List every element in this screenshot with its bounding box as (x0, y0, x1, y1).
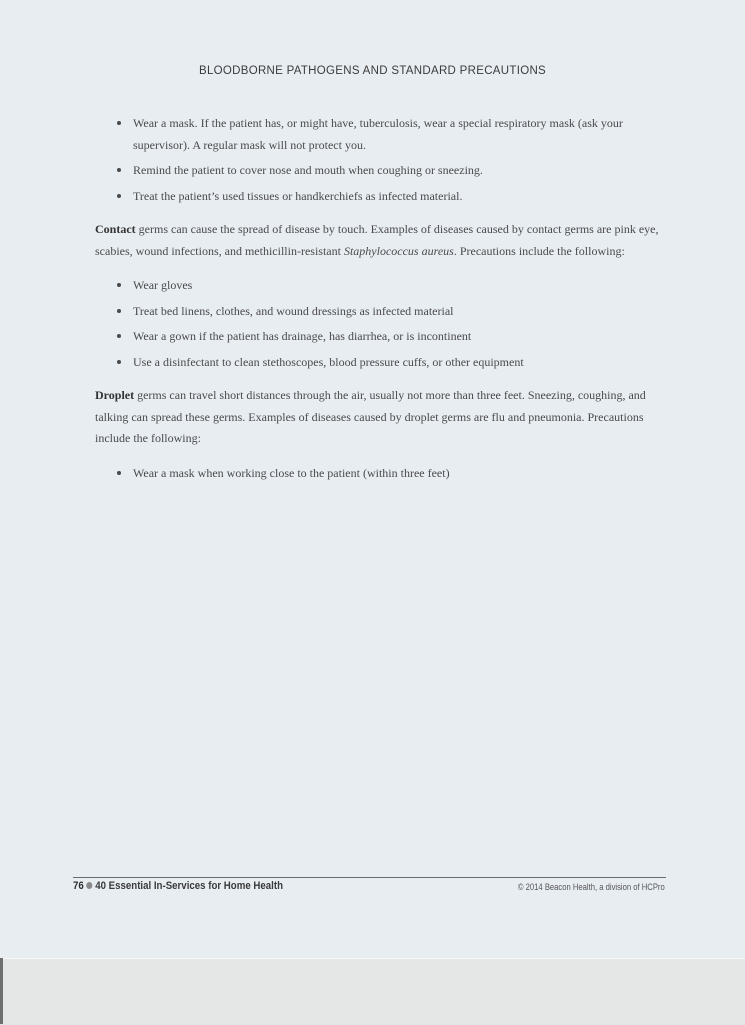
organism-name: Staphylococcus aureus (343, 243, 454, 258)
footer-divider (73, 877, 666, 878)
running-header: BLOODBORNE PATHOGENS AND STANDARD PRECAUTIONS (198, 65, 547, 77)
bullet-icon (117, 168, 121, 172)
bullet-icon (117, 334, 121, 338)
book-title: 40 Essential In-Services for Home Health (95, 880, 283, 892)
scanner-bed-area (0, 958, 745, 1025)
footer-page-info (73, 880, 283, 892)
list-item: Treat the patient’s used tissues or handkerchiefs as infected material. (117, 186, 670, 208)
circle-separator-icon (86, 882, 92, 889)
list-item: Wear a mask. If the patient has, or might have, tuberculosis, wear a special respiratory mask (ask your supervisor). A regular mask will not protect you. (117, 113, 670, 156)
bullet-icon (117, 283, 121, 287)
list-item: Wear a gown if the patient has drainage, has diarrhea, or is incontinent (117, 326, 670, 348)
droplet-paragraph: Droplet germs can travel short distances through the air, usually not more than three feet. Sneezing, coughing, and talking can spread these germs. Examples of diseases caused by droplet germs are flu and pneumonia. Precautions include the following: (95, 388, 646, 445)
page-number: 76 (73, 880, 84, 892)
list-item: Treat bed linens, clothes, and wound dressings as infected material (117, 301, 670, 323)
droplet-precautions-list (95, 463, 670, 485)
list-item: Use a disinfectant to clean stethoscopes, blood pressure cuffs, or other equipment (117, 352, 670, 374)
droplet-term: Droplet (95, 388, 135, 402)
list-item: Wear gloves (117, 275, 670, 297)
bullet-icon (117, 360, 121, 364)
list-item: Remind the patient to cover nose and mouth when coughing or sneezing. (117, 160, 670, 182)
scanner-edge (0, 958, 3, 1024)
list-item: Wear a mask when working close to the patient (within three feet) (117, 463, 670, 485)
bullet-icon (117, 194, 121, 198)
page-body (95, 113, 670, 488)
copyright-notice: © 2014 Beacon Health, a division of HCPro (518, 882, 665, 892)
contact-paragraph: Contact germs can cause the spread of disease by touch. Examples of diseases caused by contact germs are pink eye, scabies, wound infections, and methicillin-resistant Staphylococcus aureus. Precautions include the following: (95, 222, 659, 258)
bullet-icon (117, 121, 121, 125)
bullet-icon (117, 309, 121, 313)
contact-term: Contact (95, 222, 136, 236)
contact-precautions-list (95, 275, 670, 373)
bullet-icon (117, 471, 121, 475)
airborne-precautions-list (95, 113, 670, 207)
